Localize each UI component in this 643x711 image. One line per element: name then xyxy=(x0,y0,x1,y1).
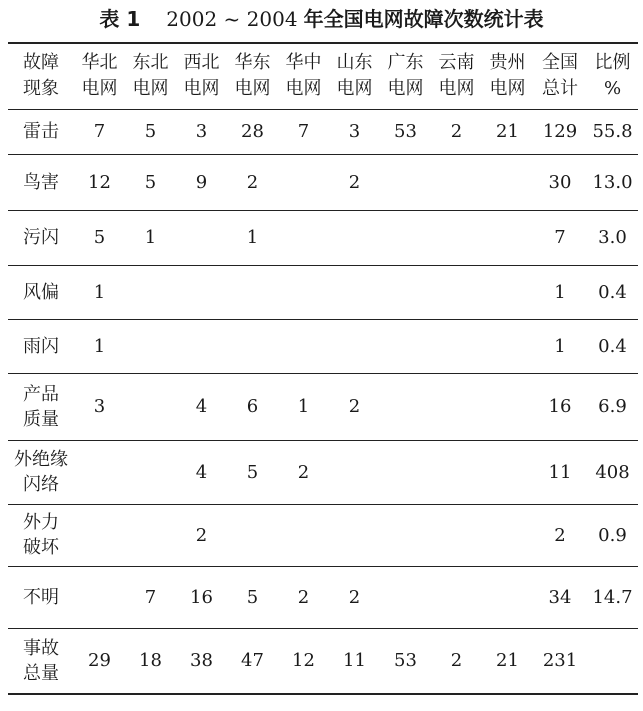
header-cell: 广东 电网 xyxy=(387,52,424,100)
table-cell xyxy=(380,504,431,566)
header-cell: 西北 电网 xyxy=(183,52,220,100)
table-cell: 5 xyxy=(246,461,259,483)
table-cell xyxy=(278,154,329,210)
table-cell xyxy=(380,440,431,504)
table-cell: 11 xyxy=(548,461,572,483)
table-cell: 47 xyxy=(241,650,264,672)
table-cell xyxy=(482,504,533,566)
year-range: 2002 ~ 2004 xyxy=(166,7,298,31)
header-row xyxy=(8,43,638,109)
table-cell: 0.4 xyxy=(598,335,627,357)
table-cell xyxy=(431,210,482,265)
table-number: 表 1 xyxy=(99,7,141,31)
row-label: 雨闪 xyxy=(23,335,59,357)
table-title: 年全国电网故障次数统计表 xyxy=(303,7,544,31)
table-cell: 55.8 xyxy=(592,121,633,142)
table-cell: 12 xyxy=(292,650,315,672)
table-cell: 3.0 xyxy=(598,227,627,248)
table-cell xyxy=(431,265,482,319)
header-cell: 东北 电网 xyxy=(132,52,169,100)
table-cell: 11 xyxy=(343,650,366,672)
table-cell: 1 xyxy=(554,281,566,303)
table-row xyxy=(8,566,638,628)
row-label: 外绝缘 闪络 xyxy=(14,449,68,495)
table-cell xyxy=(125,373,176,440)
table-cell: 4 xyxy=(195,396,208,417)
table-cell xyxy=(482,373,533,440)
table-cell: 0.9 xyxy=(598,524,627,546)
row-label: 外力 破坏 xyxy=(23,512,59,558)
table-cell xyxy=(278,265,329,319)
table-cell xyxy=(482,440,533,504)
row-label: 事故 总量 xyxy=(23,637,59,684)
header-cell: 云南 电网 xyxy=(438,52,475,100)
table-cell: 2 xyxy=(450,121,463,142)
table-cell xyxy=(431,373,482,440)
table-cell: 9 xyxy=(195,171,208,193)
table-cell: 1 xyxy=(93,281,106,303)
table-cell: 18 xyxy=(139,650,162,672)
table-cell xyxy=(482,154,533,210)
fault-statistics-table xyxy=(8,42,638,695)
table-cell: 21 xyxy=(496,121,519,142)
row-label: 不明 xyxy=(23,586,59,608)
table-cell xyxy=(227,504,278,566)
table-cell xyxy=(227,319,278,373)
table-cell: 12 xyxy=(88,171,111,193)
table-cell xyxy=(587,628,638,694)
table-cell xyxy=(482,319,533,373)
table-cell: 5 xyxy=(144,171,157,193)
table-cell xyxy=(329,504,380,566)
table-cell: 1 xyxy=(297,396,310,417)
table-cell xyxy=(431,566,482,628)
table-cell: 53 xyxy=(394,121,417,142)
header-cell: 比例 % xyxy=(594,52,631,100)
table-row xyxy=(8,319,638,373)
table-row xyxy=(8,628,638,694)
table-cell xyxy=(380,319,431,373)
table-cell xyxy=(431,319,482,373)
table-cell: 2 xyxy=(246,171,259,193)
table-cell: 6 xyxy=(246,396,259,417)
header-cell: 全国 总计 xyxy=(542,52,578,100)
table-cell xyxy=(74,440,125,504)
header-cell: 贵州 电网 xyxy=(489,52,526,100)
table-cell xyxy=(125,440,176,504)
table-cell: 29 xyxy=(88,650,111,672)
table-cell: 5 xyxy=(246,586,259,608)
table-row xyxy=(8,154,638,210)
table-cell: 3 xyxy=(195,121,208,142)
table-cell xyxy=(176,210,227,265)
table-cell: 231 xyxy=(542,650,578,672)
table-row xyxy=(8,440,638,504)
table-cell: 1 xyxy=(246,227,259,248)
row-label: 雷击 xyxy=(23,121,59,142)
table-body xyxy=(8,109,638,694)
table-cell: 2 xyxy=(450,650,463,672)
table-cell: 21 xyxy=(496,650,519,672)
table-cell: 408 xyxy=(595,461,630,483)
table-cell: 2 xyxy=(554,524,566,546)
table-cell: 2 xyxy=(348,396,361,417)
table-cell xyxy=(380,210,431,265)
table-row xyxy=(8,109,638,154)
table-cell: 129 xyxy=(542,121,578,142)
table-cell: 2 xyxy=(297,586,310,608)
table-cell: 3 xyxy=(93,396,106,417)
table-cell: 0.4 xyxy=(598,281,627,303)
table-cell: 7 xyxy=(93,121,106,142)
header-cell: 华北 电网 xyxy=(81,52,118,100)
table-cell: 16 xyxy=(190,586,213,608)
header-cell: 华东 电网 xyxy=(234,52,271,100)
table-cell: 3 xyxy=(348,121,361,142)
table-caption xyxy=(0,4,643,34)
table-cell: 6.9 xyxy=(598,396,627,417)
header-cell: 山东 电网 xyxy=(336,52,373,100)
table-cell: 5 xyxy=(93,227,106,248)
table-row xyxy=(8,504,638,566)
table-cell xyxy=(329,440,380,504)
table-cell xyxy=(329,210,380,265)
table-cell: 7 xyxy=(297,121,310,142)
table-row xyxy=(8,210,638,265)
table-cell xyxy=(125,504,176,566)
table-cell xyxy=(278,319,329,373)
table-cell: 7 xyxy=(144,586,157,608)
table-cell xyxy=(125,265,176,319)
table-cell: 14.7 xyxy=(592,586,633,608)
table-cell xyxy=(431,504,482,566)
table-cell: 2 xyxy=(348,586,361,608)
table-row xyxy=(8,265,638,319)
table-cell: 30 xyxy=(548,171,572,193)
table-cell: 1 xyxy=(93,335,106,357)
table-cell xyxy=(482,265,533,319)
table-cell: 28 xyxy=(241,121,264,142)
table-cell: 7 xyxy=(554,227,566,248)
table-cell xyxy=(278,210,329,265)
row-label: 风偏 xyxy=(23,281,59,303)
table-cell xyxy=(278,504,329,566)
table-cell: 2 xyxy=(195,524,208,546)
table-cell xyxy=(431,440,482,504)
table-cell: 2 xyxy=(348,171,361,193)
table-cell xyxy=(74,566,125,628)
table-cell xyxy=(380,373,431,440)
table-cell: 4 xyxy=(195,461,208,483)
header-cell: 故障 现象 xyxy=(23,52,59,100)
table-cell xyxy=(176,319,227,373)
table-cell xyxy=(482,210,533,265)
table-cell: 13.0 xyxy=(592,171,633,193)
table-cell xyxy=(227,265,278,319)
table-cell xyxy=(380,265,431,319)
table-cell xyxy=(125,319,176,373)
table-cell xyxy=(380,154,431,210)
header-cell: 华中 电网 xyxy=(285,52,322,100)
table-cell: 1 xyxy=(554,335,566,357)
row-label: 污闪 xyxy=(23,227,59,248)
table-cell xyxy=(482,566,533,628)
table-cell: 38 xyxy=(190,650,213,672)
table-cell: 53 xyxy=(394,650,417,672)
table-cell xyxy=(329,319,380,373)
row-label: 鸟害 xyxy=(23,171,59,193)
table-row xyxy=(8,373,638,440)
table-cell xyxy=(380,566,431,628)
table-cell: 2 xyxy=(297,461,310,483)
table-cell xyxy=(74,504,125,566)
table-cell xyxy=(176,265,227,319)
row-label: 产品 质量 xyxy=(23,383,59,430)
table-cell: 1 xyxy=(144,227,157,248)
table-cell: 5 xyxy=(144,121,157,142)
table-cell xyxy=(329,265,380,319)
table-cell: 16 xyxy=(548,396,572,417)
table-cell xyxy=(431,154,482,210)
table-cell: 34 xyxy=(548,586,572,608)
